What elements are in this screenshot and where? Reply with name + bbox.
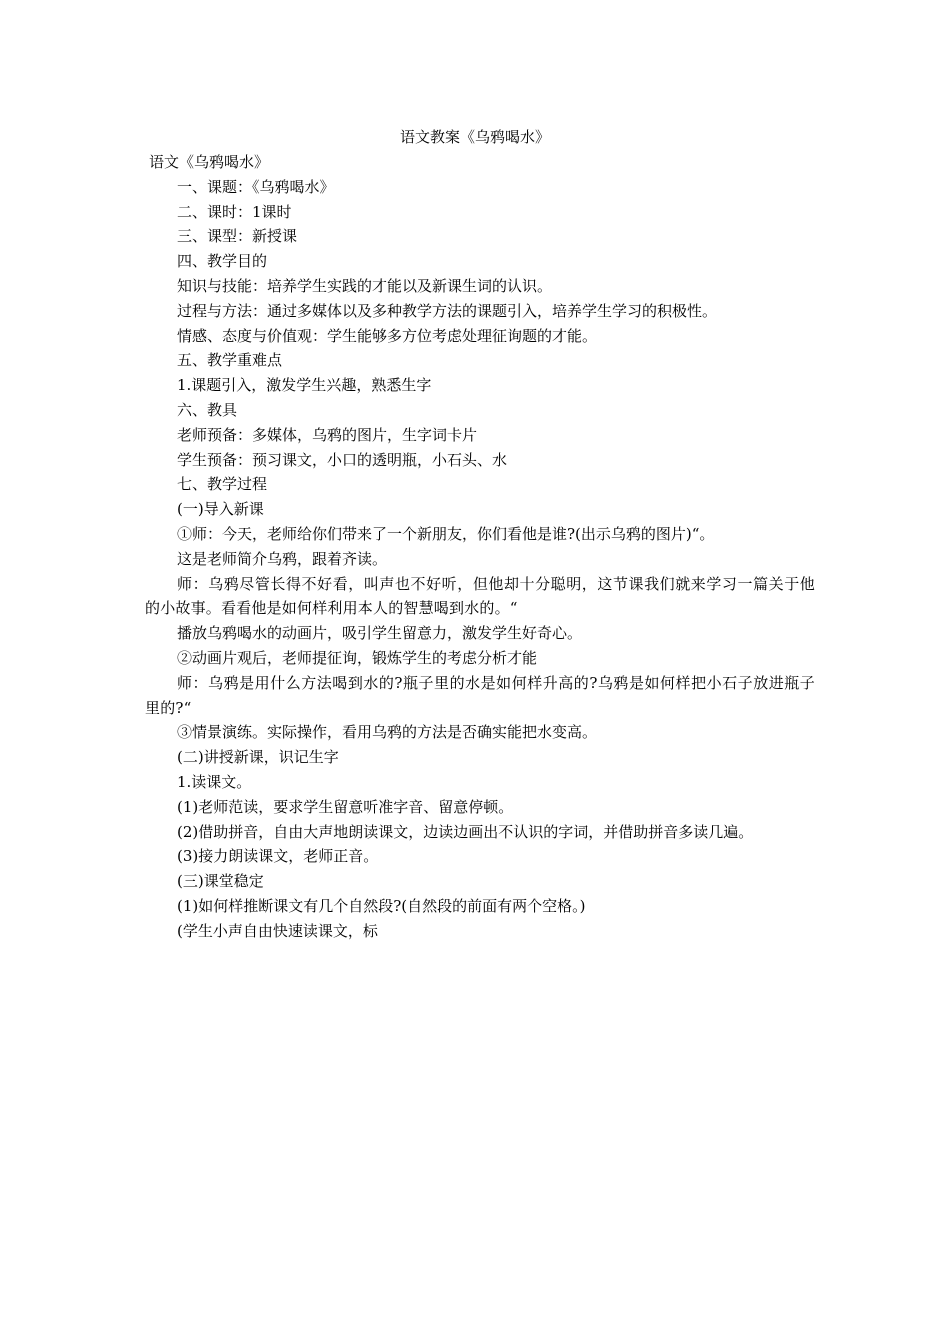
paragraph: 三、课型：新授课	[177, 227, 298, 246]
paragraph: 师：乌鸦是用什么方法喝到水的?瓶子里的水是如何样升高的?乌鸦是如何样把小石子放进瓶子里的?“	[145, 673, 815, 717]
paragraph: 老师预备：多媒体，乌鸦的图片，生字词卡片	[177, 425, 478, 444]
paragraph: 四、教学目的	[177, 252, 268, 271]
paragraph: (2)借助拼音，自由大声地朗读课文，边读边画出不认识的字词，并借助拼音多读几遍。	[177, 822, 754, 841]
document-body	[145, 150, 815, 944]
paragraph: ②动画片观后，老师提征询，锻炼学生的考虑分析才能	[177, 648, 538, 667]
paragraph: 学生预备：预习课文，小口的透明瓶，小石头、水	[177, 450, 508, 469]
paragraph: (一)导入新课	[177, 500, 264, 519]
paragraph: (学生小声自由快速读课文，标	[177, 921, 378, 940]
paragraph: 师：乌鸦尽管长得不好看，叫声也不好听，但他却十分聪明，这节课我们就来学习一篇关于他的小故事。看看他是如何样利用本人的智慧喝到水的。“	[145, 574, 815, 618]
paragraph: 情感、态度与价值观：学生能够多方位考虑处理征询题的才能。	[177, 326, 598, 345]
paragraph: ③情景演练。实际操作，看用乌鸦的方法是否确实能把水变高。	[177, 723, 598, 742]
paragraph: 一、课题：《乌鸦喝水》	[177, 177, 335, 196]
paragraph: 1.读课文。	[177, 772, 252, 791]
paragraph: 知识与技能：培养学生实践的才能以及新课生词的认识。	[177, 276, 553, 295]
document-title: 语文教案《乌鸦喝水》	[399, 128, 550, 146]
paragraph: ①师：今天，老师给你们带来了一个新朋友，你们看他是谁?(出示乌鸦的图片)“。	[177, 524, 715, 543]
paragraph: (1)老师范读，要求学生留意听准字音、留意停顿。	[177, 797, 514, 816]
paragraph: (1)如何样推断课文有几个自然段?(自然段的前面有两个空格。)	[177, 896, 586, 915]
paragraph: (二)讲授新课，识记生字	[177, 748, 339, 767]
paragraph: (三)课堂稳定	[177, 872, 264, 891]
paragraph: 六、教具	[177, 400, 238, 419]
paragraph: 五、教学重难点	[177, 351, 283, 370]
paragraph: 这是老师简介乌鸦，跟着齐读。	[177, 549, 388, 568]
document-subtitle: 语文《乌鸦喝水》	[149, 153, 270, 171]
paragraph: 1.课题引入，激发学生兴趣，熟悉生字	[177, 376, 432, 395]
paragraph: 七、教学过程	[177, 475, 268, 494]
paragraph: 过程与方法：通过多媒体以及多种教学方法的课题引入，培养学生学习的积极性。	[177, 301, 718, 320]
paragraph: 二、课时：1课时	[177, 202, 292, 221]
paragraph: (3)接力朗读课文，老师正音。	[177, 847, 379, 866]
paragraph: 播放乌鸦喝水的动画片，吸引学生留意力，激发学生好奇心。	[177, 624, 583, 643]
